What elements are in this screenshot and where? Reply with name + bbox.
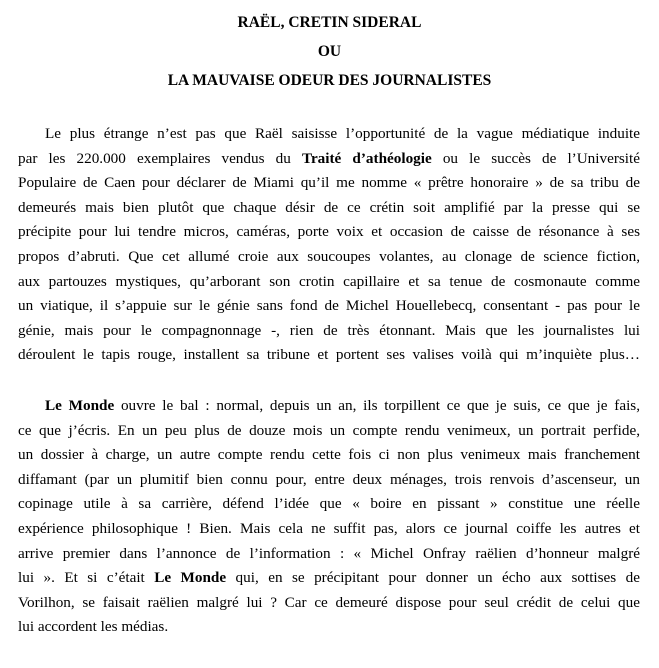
paragraph-line [18, 220, 640, 245]
text-run: ou le succès de l’Université [431, 149, 640, 167]
paragraph-line [18, 394, 640, 419]
text-run: génie, mais pour le compagnonnage -, rien de très étonnant. Mais que les journalistes lui [18, 321, 640, 339]
paragraph-line [18, 122, 640, 147]
paragraph-line [18, 196, 640, 221]
paragraph-line [18, 147, 640, 172]
paragraph-line [18, 492, 640, 517]
text-run: propos d’abruti. Que cet allumé croie aux soucoupes volantes, au clonage de science fiction, [18, 247, 640, 265]
paragraph-line [18, 615, 640, 640]
text-run: un viatique, il s’appuie sur le génie sans fond de Michel Houellebecq, consentant - pas pour le [18, 297, 640, 315]
text-run: demeurés mais bien plutôt que chaque désir de ce crétin soit amplifié par la presse qui se [18, 198, 640, 216]
paragraph-line [18, 294, 640, 319]
article-title [0, 8, 659, 95]
text-run: ouvre le bal : normal, depuis un an, ils torpillent ce que je suis, ce que je fais, [114, 397, 640, 414]
text-run: ce que j’écris. En un peu plus de douze mois un compte rendu venimeux, un portrait perfide, [18, 421, 640, 439]
paragraph-line [18, 171, 640, 196]
text-run: précipite pour lui tendre micros, caméras, porte voix et occasion de caisse de résonance à ses [18, 223, 640, 241]
text-run: lui ». Et si c’était [18, 569, 155, 587]
text-run: lui accordent les médias. [18, 618, 169, 636]
newspaper-name: Le Monde [45, 397, 115, 414]
text-run: qui, en se précipitant pour donner un écho aux sottises de [226, 569, 640, 587]
text-run: aux partouzes mystiques, qu’arborant son crotin capillaire et sa tenue de cosmonaute comme [18, 272, 640, 290]
paragraph-line [18, 343, 640, 368]
text-run: un dossier à charge, un autre compte rendu cette fois ci non plus venimeux mais franchement [18, 446, 640, 464]
text-run: Vorilhon, se faisait raëlien malgré lui ? Car ce demeuré dispose pour seul crédit de celui que [18, 593, 640, 611]
paragraph-line [18, 443, 640, 468]
paragraph-line [18, 245, 640, 270]
paragraph-2 [18, 394, 640, 640]
paragraph-line [18, 468, 640, 493]
text-run: Le plus étrange n’est pas que Raël saisisse l’opportunité de la vague médiatique induite [45, 125, 640, 142]
paragraph-line [18, 270, 640, 295]
text-run: arrive premier dans l’annonce de l’information : « Michel Onfray raëlien d’honneur malgré [18, 544, 640, 562]
text-run: déroulent le tapis rouge, installent sa tribune et portent ses valises voilà qui m’inquiète plus… [18, 346, 640, 364]
paragraph-line [18, 517, 640, 542]
text-run: Populaire de Caen pour déclarer de Miami qu’il me nomme « prêtre honoraire » de sa tribu de [18, 174, 640, 192]
title-line-2: OU [317, 43, 342, 60]
paragraph-line [18, 591, 640, 616]
paragraph-line [18, 566, 640, 591]
text-run: par les 220.000 exemplaires vendus du [18, 149, 302, 167]
paragraph-line [18, 542, 640, 567]
text-run: expérience philosophique ! Bien. Mais cela ne suffit pas, alors ce journal coiffe les autres et [18, 519, 640, 537]
paragraph-line [18, 419, 640, 444]
newspaper-name: Le Monde [154, 569, 227, 587]
title-line-3: LA MAUVAISE ODEUR DES JOURNALISTES [167, 72, 492, 89]
text-run: diffamant (par un plumitif bien connu pour, entre deux ménages, trois renvois d’ascenseur, un [18, 470, 640, 488]
book-title: Traité d’athéologie [301, 149, 432, 167]
text-run: copinage utile à sa carrière, défend l’idée que « boire en pissant » constitue une réelle [18, 495, 640, 513]
paragraph-1 [18, 122, 640, 368]
paragraph-line [18, 319, 640, 344]
title-line-1: RAËL, CRETIN SIDERAL [237, 14, 422, 31]
